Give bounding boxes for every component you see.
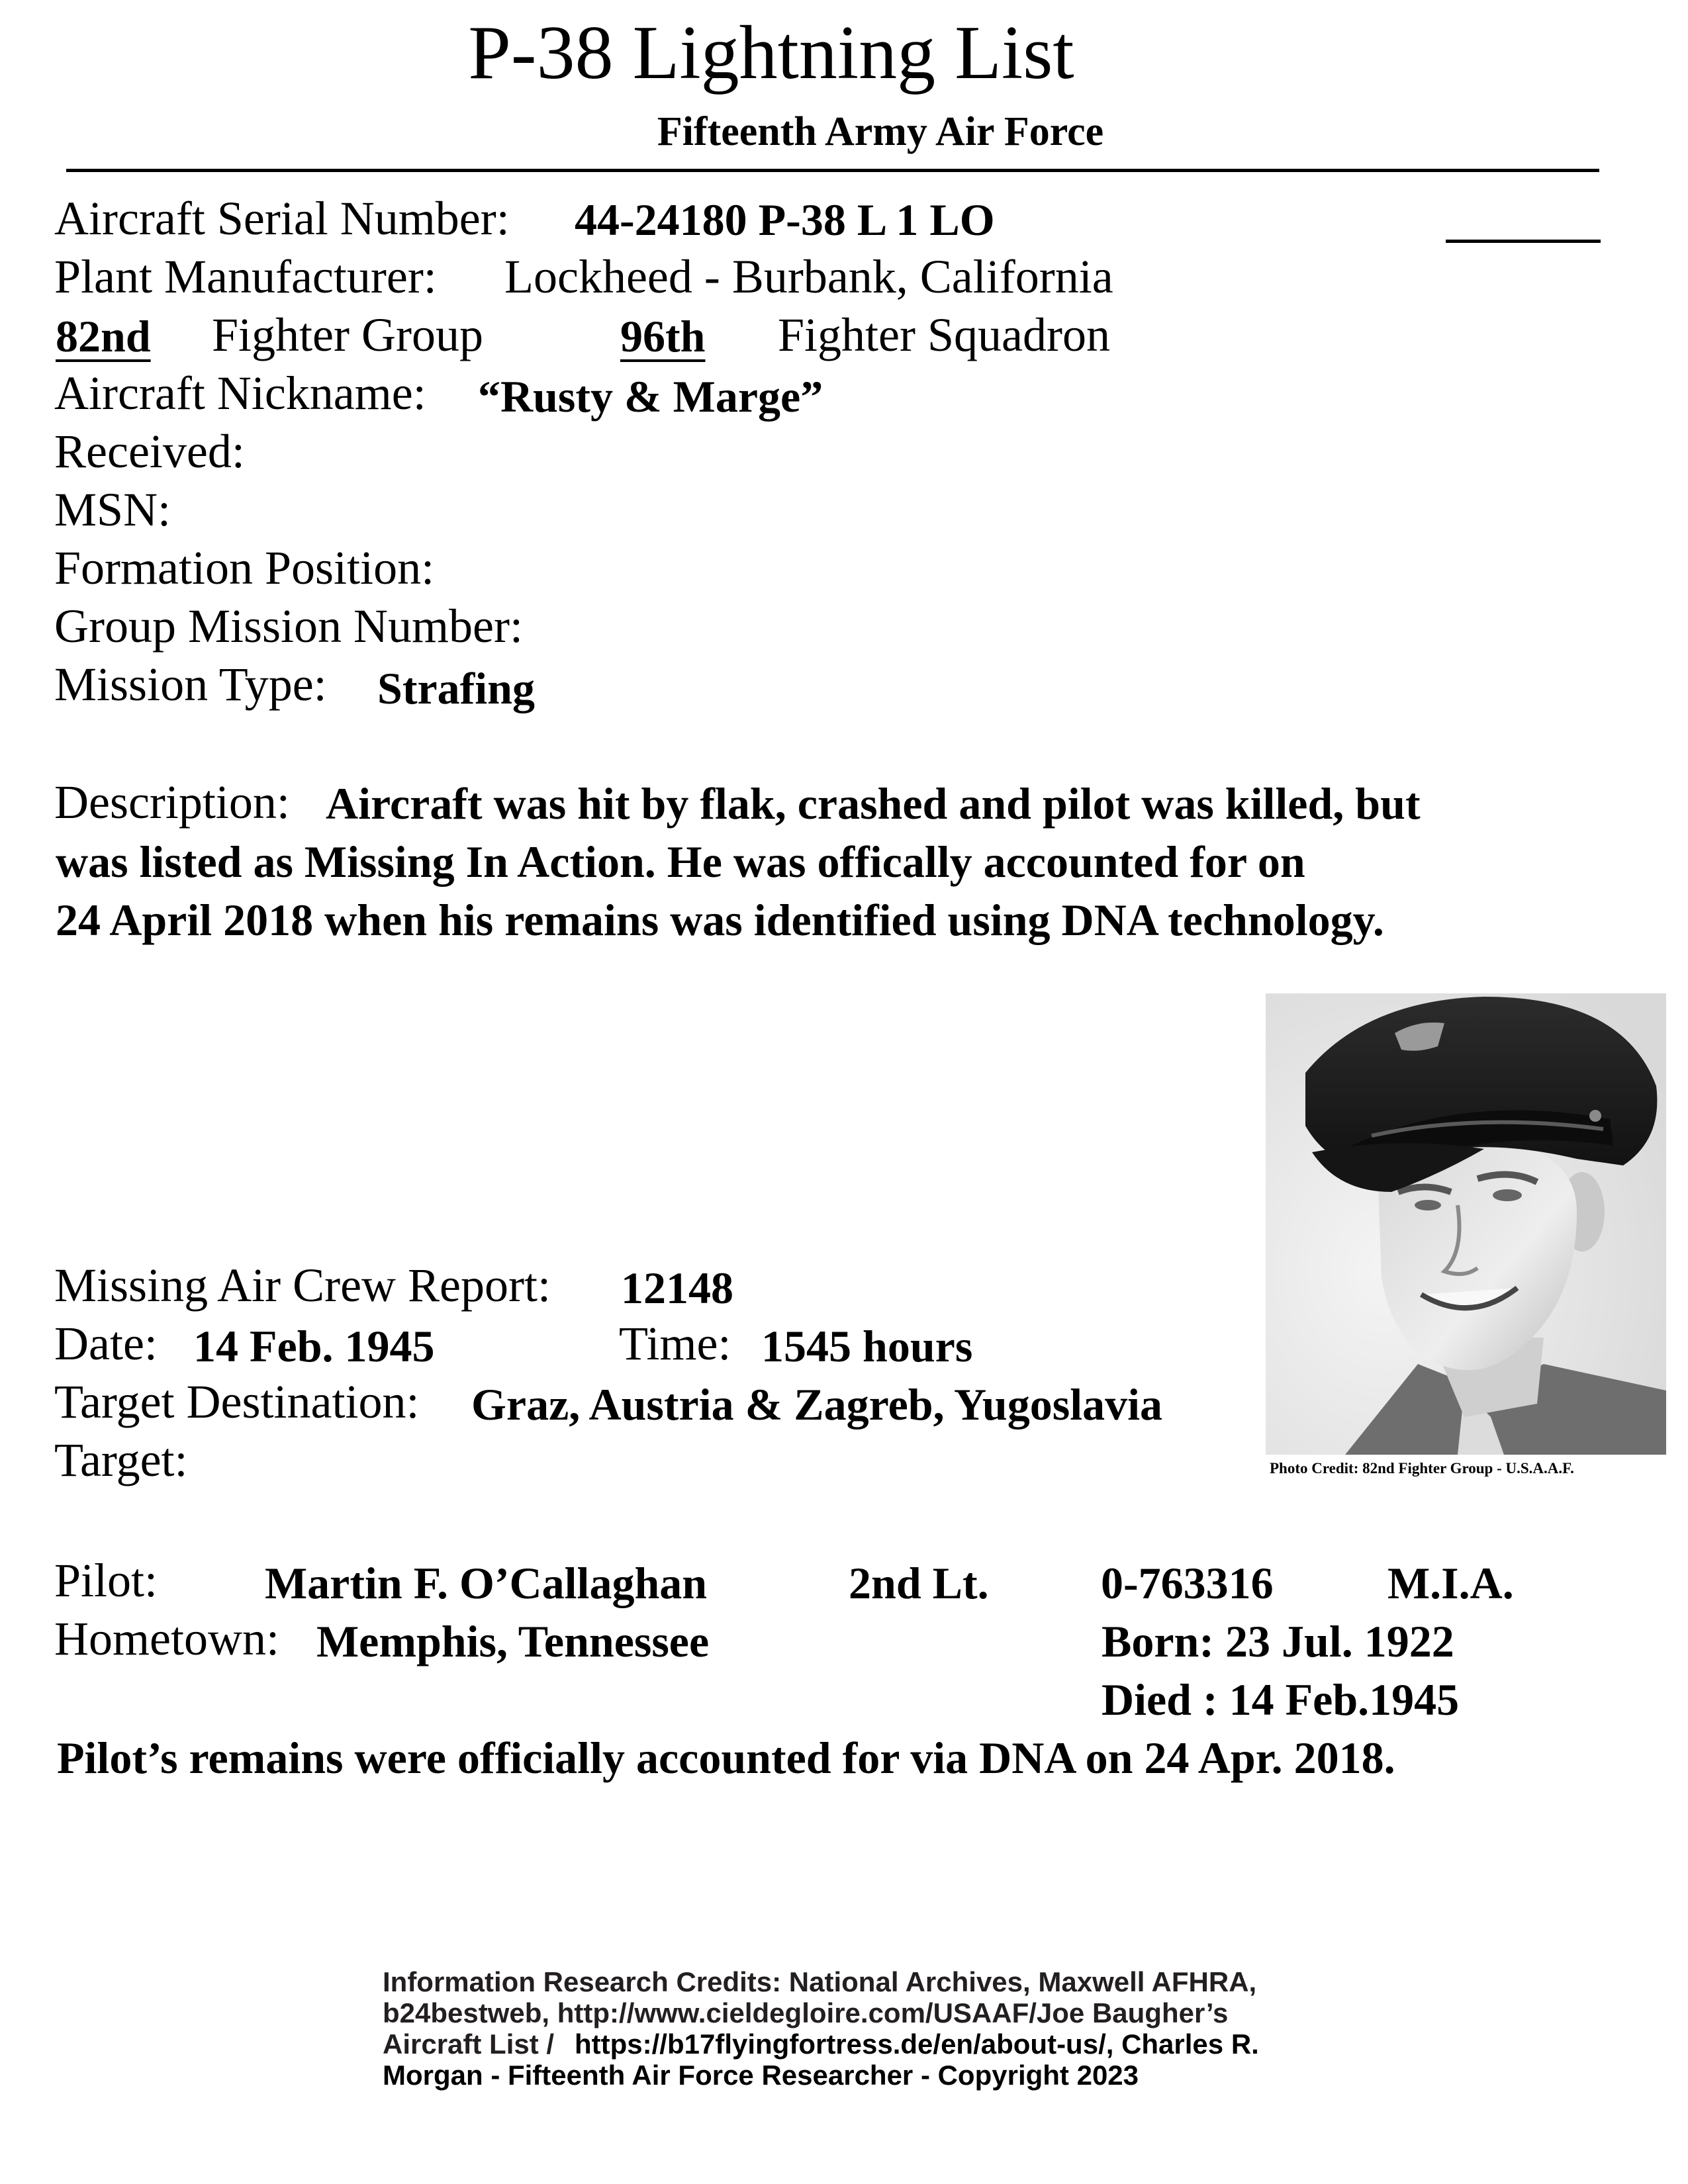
mission-type-value: Strafing xyxy=(377,663,535,713)
page-subtitle: Fifteenth Army Air Force xyxy=(657,109,1104,154)
target-destination-label: Target Destination: xyxy=(54,1375,420,1428)
credits-line: b24bestweb, http://www.cieldegloire.com/USAAF/Joe Baugher’s xyxy=(383,1997,1229,2028)
pilot-name: Martin F. O’Callaghan xyxy=(265,1558,708,1608)
manufacturer-label: Plant Manufacturer: xyxy=(54,250,437,303)
msn-label: MSN: xyxy=(54,483,171,536)
macr-value: 12148 xyxy=(621,1263,733,1313)
description-label: Description: xyxy=(54,776,290,829)
blank-field-line xyxy=(1446,240,1601,243)
date-label: Date: xyxy=(54,1317,158,1370)
credits-line: Aircraft List / xyxy=(383,2028,555,2060)
serial-value: 44-24180 P-38 L 1 LO xyxy=(575,195,995,245)
credits-line: Morgan - Fifteenth Air Force Researcher - Copyright 2023 xyxy=(383,2060,1139,2091)
page-title: P-38 Lightning List xyxy=(468,11,1074,95)
header-divider xyxy=(66,169,1599,172)
photo-credit: Photo Credit: 82nd Fighter Group - U.S.A.A.F. xyxy=(1270,1460,1574,1477)
mission-type-label: Mission Type: xyxy=(54,658,327,711)
hometown-value: Memphis, Tennessee xyxy=(316,1616,710,1666)
pilot-photo xyxy=(1266,993,1666,1455)
credits-line: Information Research Credits: National Archives, Maxwell AFHRA, xyxy=(383,1966,1257,1997)
manufacturer-value: Lockheed - Burbank, California xyxy=(504,250,1113,303)
date-value: 14 Feb. 1945 xyxy=(193,1321,435,1371)
fighter-squadron-label: Fighter Squadron xyxy=(778,308,1110,361)
group-mission-number-label: Group Mission Number: xyxy=(54,600,523,653)
credits-line: https://b17flyingfortress.de/en/about-us/, Charles R. xyxy=(575,2028,1259,2060)
pilot-rank: 2nd Lt. xyxy=(849,1558,989,1608)
nickname-label: Aircraft Nickname: xyxy=(54,367,426,420)
remains-note: Pilot’s remains were officially accounted for via DNA on 24 Apr. 2018. xyxy=(57,1733,1395,1783)
fighter-group-label: Fighter Group xyxy=(212,308,483,361)
formation-position-label: Formation Position: xyxy=(54,541,435,594)
fighter-squadron-number: 96th xyxy=(620,311,706,361)
description-line: was listed as Missing In Action. He was offically accounted for on xyxy=(56,837,1305,887)
description-line: 24 April 2018 when his remains was identified using DNA technology. xyxy=(56,895,1384,945)
description-line: Aircraft was hit by flak, crashed and pilot was killed, but xyxy=(326,778,1421,829)
pilot-serial-number: 0-763316 xyxy=(1101,1558,1274,1608)
target-label: Target: xyxy=(54,1433,188,1486)
target-destination-value: Graz, Austria & Zagreb, Yugoslavia xyxy=(471,1379,1162,1430)
macr-label: Missing Air Crew Report: xyxy=(54,1259,551,1312)
pilot-died-date: Died : 14 Feb.1945 xyxy=(1102,1674,1460,1725)
pilot-status: M.I.A. xyxy=(1387,1558,1514,1608)
time-value: 1545 hours xyxy=(761,1321,973,1371)
pilot-born-date: Born: 23 Jul. 1922 xyxy=(1102,1616,1454,1666)
hometown-label: Hometown: xyxy=(54,1612,279,1665)
nickname-value: “Rusty & Marge” xyxy=(478,371,823,422)
serial-label: Aircraft Serial Number: xyxy=(54,192,510,245)
pilot-label: Pilot: xyxy=(54,1554,158,1607)
time-label: Time: xyxy=(619,1317,731,1370)
fighter-group-number: 82nd xyxy=(56,311,151,361)
received-label: Received: xyxy=(54,425,245,478)
